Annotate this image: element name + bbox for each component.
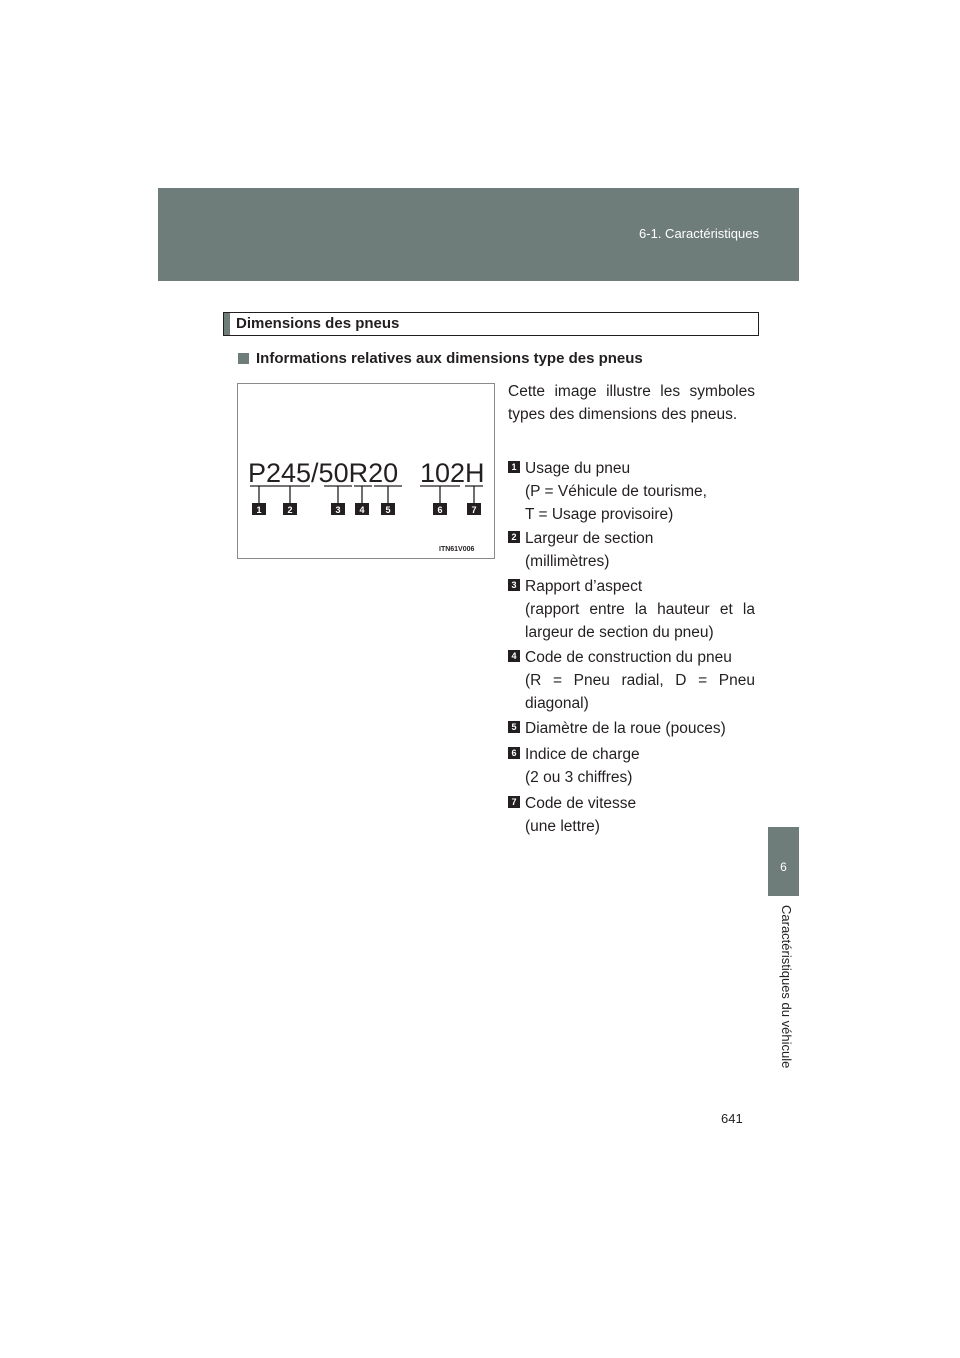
section-title: Dimensions des pneus	[236, 315, 400, 332]
item-detail: T = Usage provisoire)	[525, 506, 674, 523]
tire-size-diagram	[238, 384, 494, 558]
square-bullet-icon	[238, 353, 249, 364]
callout-badge-5	[381, 503, 395, 515]
item-number-badge: 1	[508, 461, 520, 473]
section-title-box	[223, 312, 759, 336]
item-number-badge: 2	[508, 531, 520, 543]
item-label: Diamètre de la roue (pouces)	[525, 720, 726, 737]
chapter-tab-number: 6	[780, 860, 787, 874]
list-item	[508, 792, 755, 838]
callout-number: 5	[385, 505, 391, 515]
callout-number: 4	[359, 505, 365, 515]
item-label: Rapport d’aspect	[525, 578, 643, 595]
list-item	[508, 575, 755, 644]
subheading-text: Informations relatives aux dimensions type des pneus	[256, 350, 643, 367]
item-number-badge: 6	[508, 747, 520, 759]
callout-number: 3	[335, 505, 341, 515]
callout-badge-4	[355, 503, 369, 515]
item-detail: (P = Véhicule de tourisme,	[525, 483, 707, 500]
item-number-badge: 7	[508, 796, 520, 808]
item-label: Indice de charge	[525, 746, 640, 763]
callout-number: 7	[471, 505, 477, 515]
callout-badge-7	[467, 503, 481, 515]
callout-number: 2	[287, 505, 293, 515]
callout-badge-3	[331, 503, 345, 515]
callout-badge-6	[433, 503, 447, 515]
item-number-badge: 5	[508, 721, 520, 733]
item-number-badge: 3	[508, 579, 520, 591]
item-detail: (millimètres)	[525, 553, 610, 570]
item-label: Code de vitesse	[525, 795, 637, 812]
subheading	[238, 350, 643, 367]
callout-number: 6	[437, 505, 443, 515]
list-item	[508, 646, 755, 715]
list-item	[508, 743, 755, 789]
intro-paragraph: Cette image illustre les symboles types des dimensions des pneus.	[508, 383, 755, 423]
chapter-tab-label: Caractéristiques du véhicule	[779, 905, 794, 1069]
callout-badge-2	[283, 503, 297, 515]
load-speed-text: 102H	[420, 458, 485, 488]
chapter-tab	[768, 827, 799, 896]
item-detail: (rapport entre la hauteur et la largeur de section du pneu)	[525, 601, 755, 641]
section-title-accent	[224, 313, 230, 335]
figure-code: ITN61V006	[439, 546, 475, 553]
item-detail: (une lettre)	[525, 818, 600, 835]
list-item	[508, 717, 755, 740]
page-number: 641	[721, 1111, 743, 1126]
item-detail: (R = Pneu radial, D = Pneu diagonal)	[525, 672, 755, 712]
item-label: Usage du pneu	[525, 460, 631, 477]
list-item	[508, 527, 755, 573]
item-label: Largeur de section	[525, 530, 654, 547]
callout-lines	[250, 486, 483, 503]
item-detail: (2 ou 3 chiffres)	[525, 769, 633, 786]
item-number-badge: 4	[508, 650, 520, 662]
callout-badge-1	[252, 503, 266, 515]
callout-number: 1	[256, 505, 262, 515]
tire-code-text: P245/50R20	[248, 458, 399, 488]
section-reference: 6-1. Caractéristiques	[639, 226, 759, 241]
tire-size-figure	[237, 383, 495, 559]
chapter-header	[158, 188, 799, 281]
list-item	[508, 457, 755, 526]
item-label: Code de construction du pneu	[525, 649, 732, 666]
